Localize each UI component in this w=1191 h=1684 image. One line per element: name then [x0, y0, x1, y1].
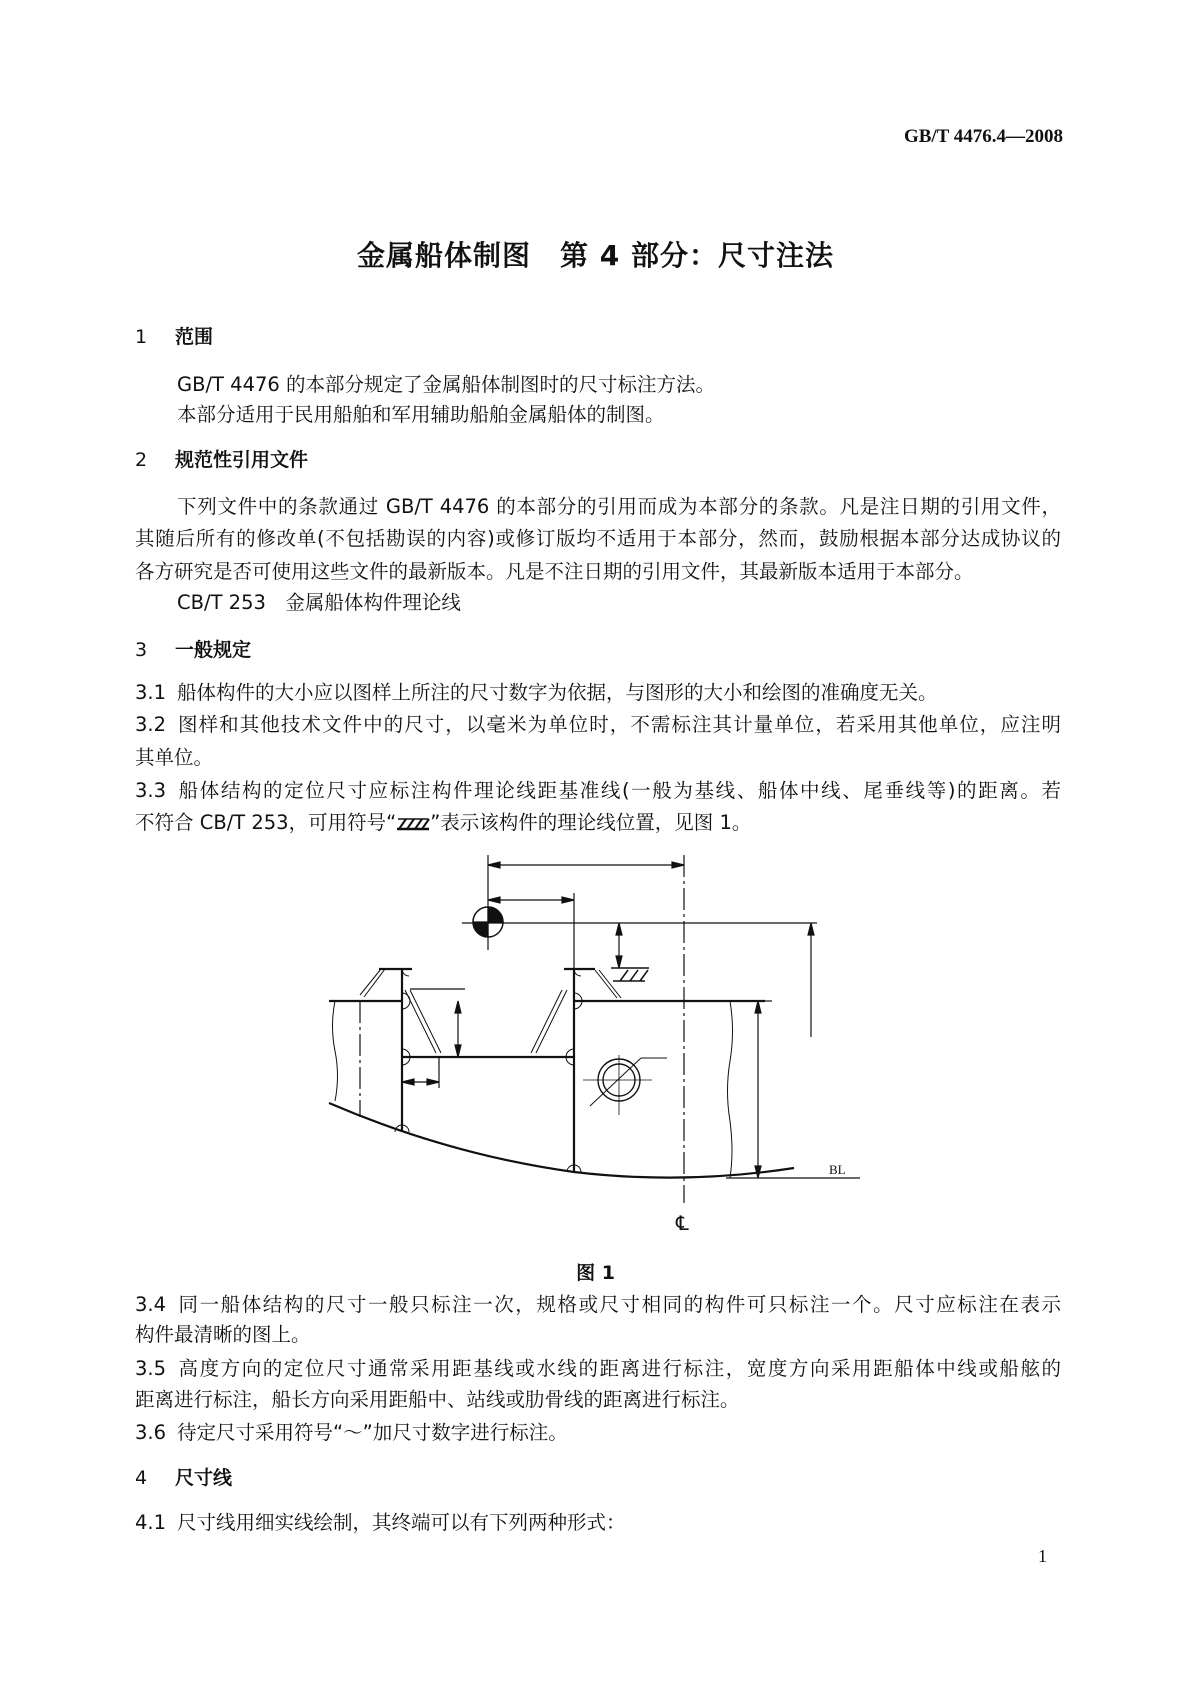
clause-text-line: 其单位。	[135, 746, 214, 769]
hatched-surface	[611, 968, 649, 981]
clause-3-6	[135, 1421, 1061, 1445]
section-title: 范围	[175, 326, 214, 348]
paragraph-line: GB/T 4476 的本部分规定了金属船体制图时的尺寸标注方法。	[177, 373, 715, 396]
clause-text-line: 距离进行标注，船长方向采用距船中、站线或肋骨线的距离进行标注。	[135, 1388, 740, 1411]
clause-text: 尺寸线用细实线绘制，其终端可以有下列两种形式：	[177, 1511, 626, 1534]
clause-text: 图样和其他技术文件中的尺寸，以毫米为单位时，不需标注其计量单位，若采用其他单位，应注明	[177, 713, 1061, 736]
paragraph-line: 下列文件中的条款通过 GB/T 4476 的本部分的引用而成为本部分的条款。凡是注日期的引用文件，	[177, 495, 1061, 518]
clause-3-4	[135, 1293, 1061, 1317]
section-title: 一般规定	[175, 639, 252, 661]
centerline-symbol: ℄	[676, 1211, 689, 1235]
section-number: 3	[135, 639, 148, 661]
paragraph-line: 本部分适用于民用船舶和军用辅助船舶金属船体的制图。	[177, 403, 665, 426]
clause-text: 待定尺寸采用符号“～”加尺寸数字进行标注。	[177, 1421, 568, 1444]
section-4-heading	[135, 1466, 1061, 1490]
section-number: 4	[135, 1467, 148, 1489]
section-number: 2	[135, 449, 148, 471]
paragraph-line: 各方研究是否可使用这些文件的最新版本。凡是不注日期的引用文件，其最新版本适用于本部分。	[135, 560, 974, 583]
page-title: 金属船体制图 第 4 部分：尺寸注法	[357, 239, 834, 272]
clause-number: 3.6	[135, 1421, 167, 1444]
hole	[583, 1055, 667, 1115]
reference-title: 金属船体构件理论线	[285, 591, 461, 614]
clause-text: 同一船体结构的尺寸一般只标注一次，规格或尺寸相同的构件可只标注一个。尺寸应标注在表示	[177, 1293, 1061, 1316]
clause-3-5	[135, 1357, 1061, 1381]
centerline	[360, 855, 684, 1203]
clause-number: 3.5	[135, 1357, 167, 1380]
section-title: 规范性引用文件	[175, 449, 309, 471]
clause-text: 船体结构的定位尺寸应标注构件理论线距基准线(一般为基线、船体中线、尾垂线等)的距离。若	[177, 779, 1061, 802]
clause-text: 高度方向的定位尺寸通常采用距基线或水线的距离进行标注，宽度方向采用距船体中线或船舷的	[177, 1357, 1061, 1380]
brackets	[360, 969, 621, 1053]
baseline-label: BL	[829, 1162, 846, 1177]
clause-number: 3.1	[135, 681, 167, 704]
hull-structure	[329, 893, 794, 1178]
clause-number: 3.2	[135, 713, 167, 736]
reference-code: CB/T 253	[177, 591, 266, 614]
standard-code-header: GB/T 4476.4—2008	[903, 126, 1063, 147]
section-number: 1	[135, 326, 148, 348]
clause-number: 3.3	[135, 779, 167, 802]
clause-text: 不符合 CB/T 253，可用符号“	[135, 811, 397, 834]
clause-text: 船体构件的大小应以图样上所注的尺寸数字为依据，与图形的大小和绘图的准确度无关。	[177, 681, 938, 704]
break-lines	[333, 1001, 733, 1178]
section-title: 尺寸线	[175, 1467, 233, 1489]
figure-caption: 图 1	[576, 1262, 615, 1284]
clause-number: 3.4	[135, 1293, 167, 1316]
dimension-lines	[402, 855, 860, 1178]
clause-4-1	[135, 1511, 1061, 1535]
page-number: 1	[1038, 1546, 1047, 1566]
clause-text-line: 构件最清晰的图上。	[135, 1323, 311, 1346]
center-of-gravity-symbol	[473, 907, 503, 937]
scallops	[395, 969, 582, 1172]
clause-text: ”表示该构件的理论线位置，见图 1。	[430, 811, 752, 834]
paragraph-line: 其随后所有的修改单(不包括勘误的内容)或修订版均不适用于本部分，然而，鼓励根据本部分达成协议的	[135, 527, 1061, 550]
clause-number: 4.1	[135, 1511, 167, 1534]
